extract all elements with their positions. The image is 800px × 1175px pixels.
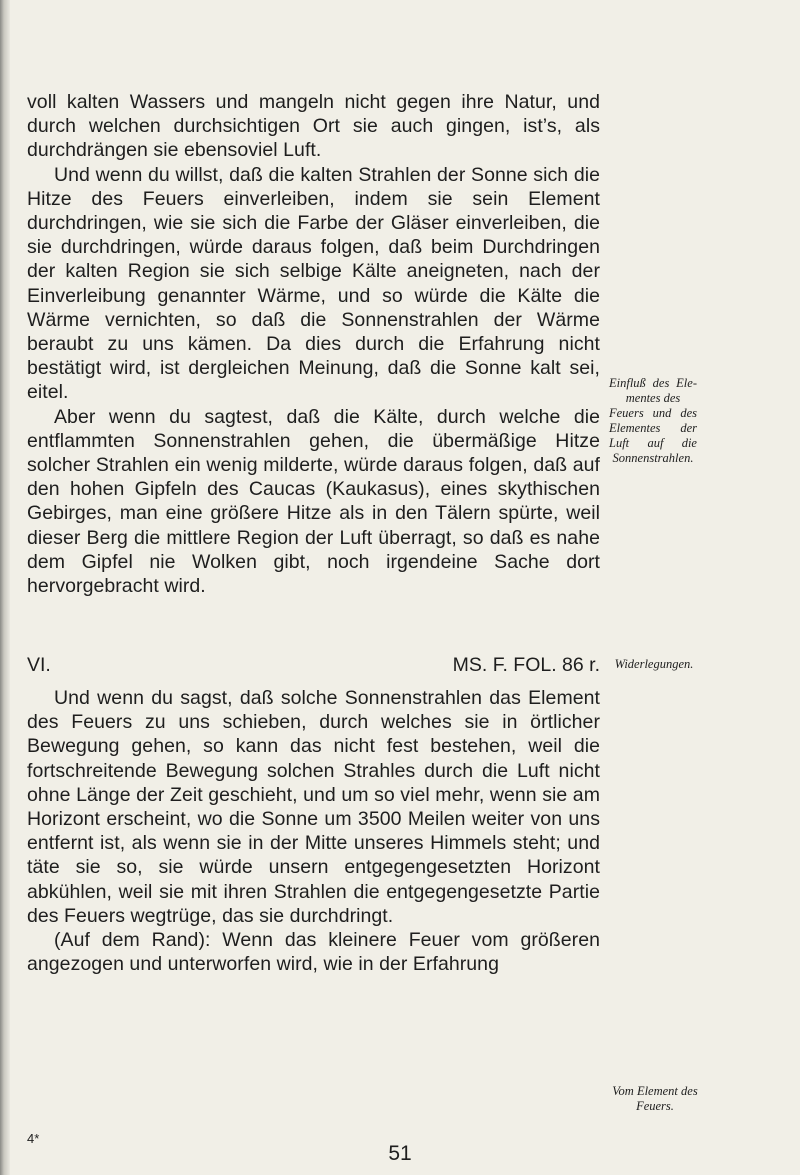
section-text-block [27, 686, 600, 976]
margin-note-line: Vom Element des [612, 1084, 698, 1098]
margin-note-line: mentes des [625, 391, 681, 405]
margin-note-line: Elementes der [609, 421, 697, 435]
page-number: 51 [388, 1142, 412, 1165]
margin-note-line: Einfluß des Ele- [609, 376, 697, 390]
margin-note-line: Widerlegungen. [614, 657, 694, 671]
margin-note-widerlegungen [606, 657, 702, 672]
margin-note-vom-element [606, 1084, 704, 1114]
margin-note-line: Feuers. [636, 1099, 674, 1113]
margin-note-line: Feuers und des [609, 406, 697, 420]
paragraph-2: Und wenn du willst, daß die kalten Strahlen der Sonne sich die Hitze des Feuers einverleiben, indem sie sein Element durchdringen, wie sie sich die Farbe der Gläser einverleiben, die sie durchdringen, würde daraus folgen, daß beim Durchdringen der kalten Region sie sich selbige Kälte aneigneten, nach der Einverleibung genannter Wärme, und so würde die Kälte die Wärme vernichten, so daß die Sonnenstrahlen der Wärme beraubt zu uns kämen. Da dies durch die Erfahrung nicht bestätigt wird, ist dergleichen Meinung, daß die Sonne kalt sei, eitel. [27, 163, 600, 404]
signature-mark: 4* [27, 1131, 40, 1146]
paragraph-3: Aber wenn du sagtest, daß die Kälte, durch welche die entflammten Sonnenstrahlen gehen, die übermäßige Hitze solcher Strahlen ein wenig milderte, würde daraus folgen, daß auf den hohen Gipfeln des Caucas (Kaukasus), eines skythischen Gebirges, man eine größere Hitze als in den Tälern spürte, weil dieser Berg die mittlere Region der Luft überragt, so daß es nahe dem Gipfel nie Wolken gibt, noch irgendeine Sache dort hervorgebracht wird. [27, 405, 600, 598]
manuscript-reference: MS. F. FOL. 86 r. [452, 654, 600, 676]
margin-note-line: Luft auf die [609, 436, 697, 450]
margin-note-line: Sonnenstrahlen. [612, 451, 694, 465]
paragraph-1: voll kalten Wassers und mangeln nicht gegen ihre Natur, und durch welchen durchsichtigen Ort sie auch gingen, ist’s, als durchdrängen sie ebensoviel Luft. [27, 91, 600, 162]
paragraph-4: Und wenn du sagst, daß solche Sonnenstrahlen das Element des Feuers zu uns schieben, durch welches sie in örtlicher Bewegung gehen, so kann das nicht fest bestehen, weil die fortschreitende Bewegung solchen Strahles durch die Luft nicht ohne Länge der Zeit geschieht, und um so viel mehr, wenn sie am Horizont erscheint, wo die Sonne um 3500 Meilen weiter von uns entfernt ist, als wenn sie in der Mitte unseres Himmels steht; und täte sie so, sie würde unsern entgegengesetzten Horizont abkühlen, weil sie mit ihren Strahlen die entgegengesetzte Partie des Feuers wegtrüge, das sie durchdringt. [27, 687, 600, 927]
section-number: VI. [27, 654, 51, 676]
main-text-block [27, 90, 600, 598]
paragraph-5: (Auf dem Rand): Wenn das kleinere Feuer vom größeren angezogen und unterworfen wird, wie in der Erfahrung [27, 929, 600, 976]
section-heading [27, 653, 600, 677]
margin-note-einfluss [609, 376, 697, 466]
page-binding-edge [0, 0, 10, 1175]
